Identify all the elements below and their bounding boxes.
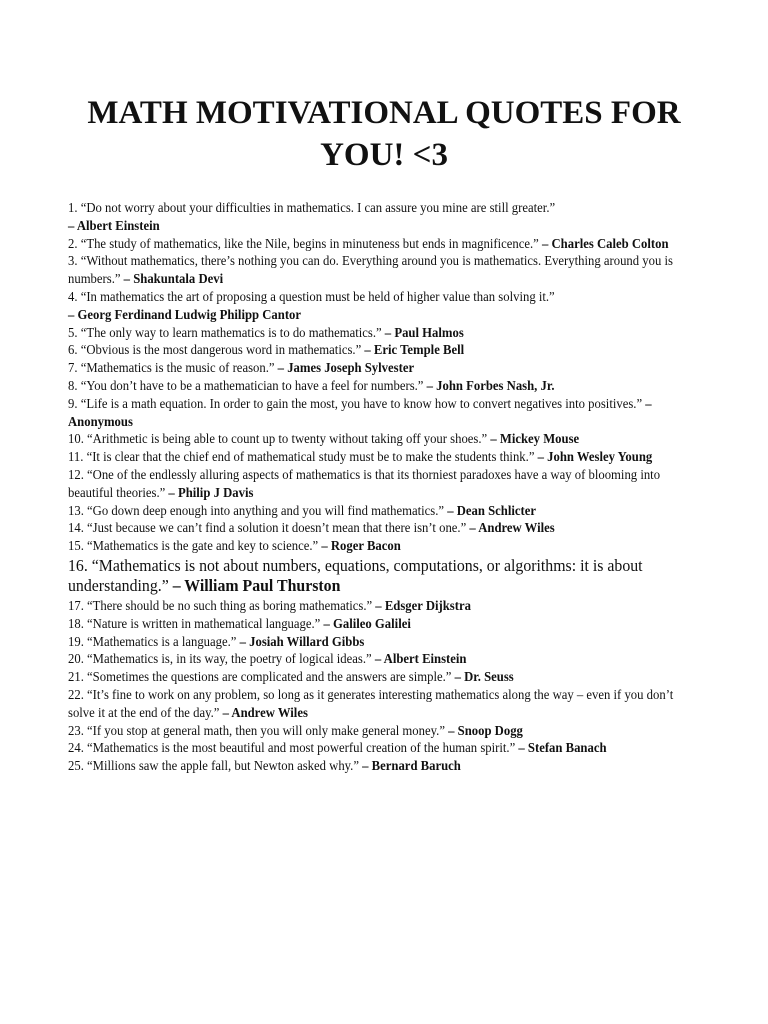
quote-number: 20. xyxy=(68,651,84,667)
quote-item-20 xyxy=(68,650,698,668)
quote-item-9 xyxy=(68,395,698,431)
quote-author: – Charles Caleb Colton xyxy=(541,235,669,251)
quote-author: – William Paul Thurston xyxy=(172,575,341,595)
quote-item-7 xyxy=(68,359,698,377)
quote-text: “One of the endlessly alluring aspects of mathematics is that its thorniest paradoxes have a way of blooming into beautiful theories.” xyxy=(68,466,661,500)
quote-item-4 xyxy=(68,288,698,324)
quote-number: 5. xyxy=(68,324,78,340)
quote-item-5 xyxy=(68,324,698,342)
quote-text: “Without mathematics, there’s nothing you can do. Everything around you is mathematics. Everything around you is numbers.” xyxy=(68,253,673,287)
quote-item-8 xyxy=(68,377,698,395)
quote-item-11 xyxy=(68,448,698,466)
quote-author: – James Joseph Sylvester xyxy=(277,360,415,376)
quote-text: “There should be no such thing as boring mathematics.” xyxy=(87,597,373,613)
quote-author: – Bernard Baruch xyxy=(362,758,461,774)
quote-author: – Albert Einstein xyxy=(68,217,160,233)
quote-text: “Millions saw the apple fall, but Newton asked why.” xyxy=(87,758,359,774)
quote-number: 24. xyxy=(68,740,84,756)
quote-text: “In mathematics the art of proposing a question must be held of higher value than solving it.” xyxy=(80,288,555,304)
quote-author: – Josiah Willard Gibbs xyxy=(239,633,365,649)
quote-number: 14. xyxy=(68,520,84,536)
quote-text: “It is clear that the chief end of mathematical study must be to make the students think.” xyxy=(86,449,535,465)
quote-item-2 xyxy=(68,235,698,253)
quote-item-24 xyxy=(68,739,698,757)
quote-author: – Paul Halmos xyxy=(384,324,464,340)
quote-author: – John Wesley Young xyxy=(537,449,653,465)
quote-author: – Albert Einstein xyxy=(374,651,467,667)
quote-number: 1. xyxy=(68,200,78,215)
quote-number: 2. xyxy=(68,235,78,251)
quote-number: 12. xyxy=(68,466,84,482)
quote-text: “Mathematics is the gate and key to science.” xyxy=(87,538,319,554)
quote-author: – Georg Ferdinand Ludwig Philipp Cantor xyxy=(68,306,302,322)
quote-item-25 xyxy=(68,757,698,775)
quote-text: “It’s fine to work on any problem, so long as it generates interesting mathematics along the way – even if you don’t solve it at the end of the day.” xyxy=(68,686,674,720)
quote-text: “Mathematics is, in its way, the poetry of logical ideas.” xyxy=(87,651,372,667)
quote-text: “Just because we can’t find a solution it doesn’t mean that there isn’t one.” xyxy=(87,520,467,536)
quote-author: – Galileo Galilei xyxy=(323,615,411,631)
quote-number: 9. xyxy=(68,395,78,411)
quote-item-15 xyxy=(68,537,698,555)
quote-item-22 xyxy=(68,686,698,722)
quote-text: “Do not worry about your difficulties in mathematics. I can assure you mine are still greater.” xyxy=(80,200,556,215)
quote-text: “Mathematics is a language.” xyxy=(87,633,237,649)
quote-text: “Mathematics is the music of reason.” xyxy=(80,360,275,376)
quote-author: – Mickey Mouse xyxy=(490,431,580,447)
quote-author: – Andrew Wiles xyxy=(222,704,308,720)
quote-author: – Eric Temple Bell xyxy=(364,342,465,358)
quote-author: – Snoop Dogg xyxy=(448,722,523,738)
quote-author: – John Forbes Nash, Jr. xyxy=(426,377,555,393)
quote-number: 11. xyxy=(68,449,84,465)
quote-text: “Obvious is the most dangerous word in mathematics.” xyxy=(80,342,362,358)
quote-item-16 xyxy=(68,556,698,596)
quote-item-10 xyxy=(68,430,698,448)
quote-author: – Edsger Dijkstra xyxy=(375,597,471,613)
quote-item-13 xyxy=(68,502,698,520)
quote-text: “Arithmetic is being able to count up to twenty without taking off your shoes.” xyxy=(87,431,488,447)
quote-item-12 xyxy=(68,466,698,502)
quote-text: “Go down deep enough into anything and you will find mathematics.” xyxy=(87,502,445,518)
quote-number: 23. xyxy=(68,722,84,738)
quote-number: 25. xyxy=(68,758,84,774)
page-title: MATH MOTIVATIONAL QUOTES FOR YOU! <3 xyxy=(87,95,681,173)
quote-item-17 xyxy=(68,597,698,615)
quote-number: 6. xyxy=(68,342,78,358)
quote-author: – Philip J Davis xyxy=(168,484,254,500)
quote-number: 18. xyxy=(68,615,84,631)
quote-item-21 xyxy=(68,668,698,686)
quote-author: – Dean Schlicter xyxy=(447,502,537,518)
quote-text: “Life is a math equation. In order to gain the most, you have to know how to convert negatives into positives.” xyxy=(80,395,643,411)
quote-number: 16. xyxy=(68,555,88,575)
quote-item-1 xyxy=(68,199,698,235)
quote-text: “You don’t have to be a mathematician to have a feel for numbers.” xyxy=(80,377,424,393)
quote-author: – Andrew Wiles xyxy=(469,520,555,536)
quote-author: – Dr. Seuss xyxy=(454,669,514,685)
quote-text: “If you stop at general math, then you will only make general money.” xyxy=(87,722,445,738)
quote-item-3 xyxy=(68,252,698,288)
quote-number: 21. xyxy=(68,669,84,685)
quote-author: – Stefan Banach xyxy=(518,740,607,756)
quote-list xyxy=(68,199,698,775)
quote-number: 4. xyxy=(68,288,78,304)
quote-item-18 xyxy=(68,615,698,633)
quote-number: 13. xyxy=(68,502,84,518)
quote-item-6 xyxy=(68,341,698,359)
quote-number: 19. xyxy=(68,633,84,649)
quote-author: – Shakuntala Devi xyxy=(123,271,224,287)
quote-number: 17. xyxy=(68,597,84,613)
quote-text: “Sometimes the questions are complicated and the answers are simple.” xyxy=(87,669,452,685)
quote-number: 8. xyxy=(68,377,78,393)
quote-item-23 xyxy=(68,722,698,740)
quote-text: “The study of mathematics, like the Nile, begins in minuteness but ends in magnificence.” xyxy=(80,235,539,251)
quote-text: “Mathematics is the most beautiful and most powerful creation of the human spirit.” xyxy=(87,740,516,756)
quote-number: 7. xyxy=(68,360,78,376)
quote-number: 3. xyxy=(68,253,78,269)
quote-number: 10. xyxy=(68,431,84,447)
quote-text: “Mathematics is not about numbers, equations, computations, or algorithms: it is about understanding.” xyxy=(68,555,643,595)
quote-number: 15. xyxy=(68,538,84,554)
quote-author: – Anonymous xyxy=(68,395,652,429)
quote-text: “The only way to learn mathematics is to do mathematics.” xyxy=(80,324,382,340)
quote-item-19 xyxy=(68,633,698,651)
quote-text: “Nature is written in mathematical language.” xyxy=(87,615,321,631)
quote-author: – Roger Bacon xyxy=(321,538,401,554)
quote-number: 22. xyxy=(68,686,84,702)
quote-item-14 xyxy=(68,519,698,537)
